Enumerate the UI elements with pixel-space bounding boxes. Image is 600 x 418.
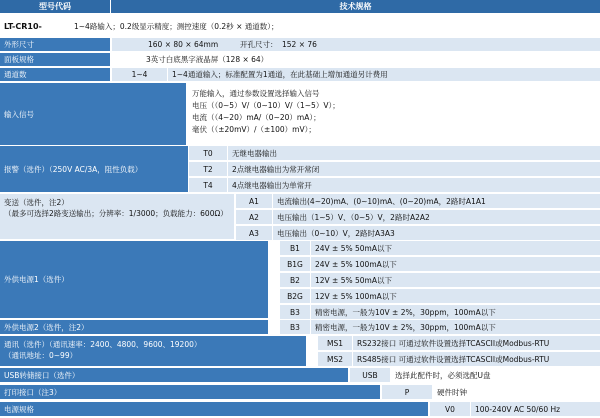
power1-desc: 24V ± 5% 100mA以下 — [311, 257, 600, 271]
channels-code: 1~4 — [112, 68, 167, 81]
comm-code: MS1 — [318, 336, 352, 350]
usb-desc: 选择此配件时，必须选配U盘 — [391, 368, 600, 382]
transmit-desc: 电流输出(4~20)mA、(0~10)mA、(0~20)mA，2路时A1A1 — [273, 194, 600, 208]
power1-desc: 12V ± 5% 50mA以下 — [311, 273, 600, 287]
input-line: 毫伏（（±20mV）/（±100）mV）； — [192, 125, 316, 134]
comm-code: MS2 — [318, 352, 352, 366]
power1-code: B3 — [280, 305, 310, 319]
header-model-code: 型号代码 — [0, 0, 110, 13]
cutout-value: 152 × 76 — [282, 40, 317, 49]
cutout-label: 开孔尺寸： — [240, 40, 278, 49]
channels-value: 1~4通道输入；标准配置为1通道，在此基础上增加通道另计费用 — [168, 68, 600, 81]
model-description: 1~4路输入；0.2级显示精度；测控速度（0.2秒 × 通道数）； — [70, 14, 600, 38]
transmit-code: A1 — [236, 194, 272, 208]
power2-desc: 精密电源，一般为10V ± 2%，30ppm，100mA以下 — [311, 320, 600, 334]
power1-code: B2 — [280, 273, 310, 287]
print-desc: 硬件时钟 — [433, 385, 600, 399]
dimensions-row — [112, 38, 600, 51]
alarm-desc: 2点继电器输出为常开常闭 — [228, 162, 600, 176]
power2-label: 外供电源2（选件，注2） — [0, 320, 268, 334]
psu-desc: 100-240V AC 50/60 Hz — [471, 402, 600, 416]
panel-label: 面板规格 — [0, 53, 110, 66]
transmit-label: 变送（选件，注2） — [4, 198, 69, 207]
alarm-code: T4 — [189, 178, 227, 192]
dimensions-value: 160 × 80 × 64mm — [148, 40, 219, 49]
psu-label: 电源规格 — [0, 402, 428, 416]
input-line: 电流（（4~20）mA/（0~20）mA）； — [192, 113, 321, 122]
channels-label: 通道数 — [0, 68, 110, 81]
alarm-code: T0 — [189, 146, 227, 160]
input-label: 输入信号 — [0, 83, 186, 145]
alarm-label: 报警（选件）（250V AC/3A，阻性负载） — [0, 146, 188, 192]
model-code: LT-CR10- — [0, 14, 70, 38]
header-tech-spec: 技术规格 — [111, 0, 600, 13]
panel-value: 3英寸白底黑字液晶屏（128 × 64） — [112, 53, 600, 66]
alarm-desc: 无继电器输出 — [228, 146, 600, 160]
power1-code: B1 — [280, 241, 310, 255]
power1-desc: 24V ± 5% 50mA以下 — [311, 241, 600, 255]
power1-label: 外供电源1（选件） — [0, 241, 268, 318]
transmit-code: A3 — [236, 226, 272, 240]
psu-code: V0 — [430, 402, 470, 416]
print-code: P — [382, 385, 432, 399]
power1-desc: 12V ± 5% 100mA以下 — [311, 289, 600, 303]
comm-desc: RS485接口 可通过软件设置选择TCASCII或Modbus-RTU — [353, 352, 600, 366]
comm-label-address: （通讯地址：0~99） — [4, 351, 78, 360]
comm-label: 通讯（选件）（通讯速率：2400、4800、9600、19200） — [4, 340, 202, 349]
comm-block — [0, 336, 306, 366]
dimensions-label: 外形尺寸 — [0, 38, 110, 51]
power2-code: B3 — [280, 320, 310, 334]
power1-desc: 精密电源，一般为10V ± 2%，30ppm，100mA以下 — [311, 305, 600, 319]
transmit-desc: 电压输出（0~10）V，2路时A3A3 — [273, 226, 600, 240]
print-label: 打印接口（注3） — [0, 385, 380, 399]
comm-desc: RS232接口 可通过软件设置选择TCASCII或Modbus-RTU — [353, 336, 600, 350]
input-line: 万能输入，通过参数设置选择输入信号 — [192, 89, 320, 98]
usb-code: USB — [350, 368, 390, 382]
input-line: 电压（（0~5）V/（0~10）V/（1~5）V）； — [192, 101, 340, 110]
input-lines — [188, 83, 600, 145]
transmit-note: （最多可选择2路变送输出；分辨率：1/3000；负载能力：600Ω） — [4, 209, 228, 218]
transmit-desc: 电压输出（1~5）V、（0~5）V，2路时A2A2 — [273, 210, 600, 224]
power1-code: B2G — [280, 289, 310, 303]
alarm-desc: 4点继电器输出为单常开 — [228, 178, 600, 192]
usb-label: USB转储接口（选件） — [0, 368, 348, 382]
transmit-block — [0, 194, 234, 239]
transmit-code: A2 — [236, 210, 272, 224]
alarm-code: T2 — [189, 162, 227, 176]
power1-code: B1G — [280, 257, 310, 271]
